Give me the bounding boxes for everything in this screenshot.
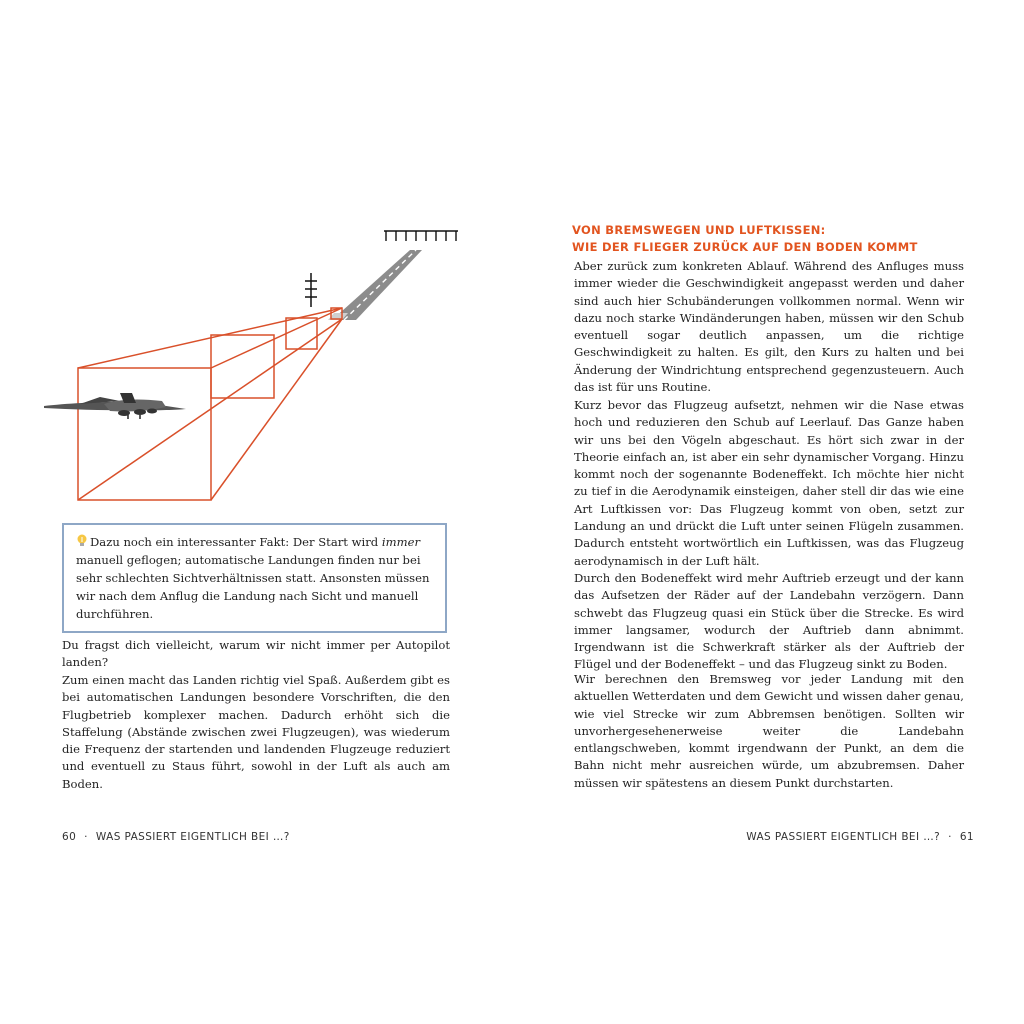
infobox-text-start: Dazu noch ein interessanter Fakt: Der Start wird: [90, 535, 382, 549]
antenna-icon: [305, 273, 317, 307]
section-heading: [572, 222, 992, 256]
lightbulb-icon: [76, 534, 88, 548]
left-footer: [62, 831, 290, 843]
running-title: WAS PASSIERT EIGENTLICH BEI …?: [95, 831, 290, 843]
right-page: [512, 0, 1024, 1024]
page-number: 61: [959, 831, 974, 843]
right-footer: [746, 831, 974, 843]
infobox-text-emphasis: immer: [381, 535, 421, 549]
right-paragraph-1: Aber zurück zum konkreten Ablauf. Während des Anfluges muss immer wieder die Geschwindigkeit angepasst werden und daher sind auch hier Schubänderungen vollkommen normal. Wenn wir dazu noch starke Windänderungen haben, müssen wir den Schub eventuell sogar deutlich anpassen, um die richtige Geschwindigkeit zu halten. Es gilt, den Kurs zu halten und bei Änderung der Windrichtung entsprechend gegenzusteuern. Auch das ist für uns Routine.: [574, 259, 964, 395]
footer-separator: ·: [84, 831, 88, 843]
running-title: WAS PASSIERT EIGENTLICH BEI …?: [746, 831, 941, 843]
left-paragraph-2: Zum einen macht das Landen richtig viel Spaß. Außerdem gibt es bei automatischen Landungen besondere Vorschriften, die den Flugbetrieb komplexer machen. Dadurch erhöht sich die Staffelung (Abstände zwischen zwei Flugzeugen), was wiederum die Frequenz der startenden und landenden Flugzeuge reduziert und eventuell zu Staus führt, sowohl in der Luft als auch am Boden.: [62, 673, 450, 791]
right-paragraph-3: Durch den Bodeneffekt wird mehr Auftrieb erzeugt und der kann das Aufsetzen der Räder auf der Landebahn verzögern. Dann schwebt das Flugzeug quasi ein Stück über die Strecke. Es wird immer langsamer, wodurch der Auftrieb dann abnimmt. Irgendwann ist die Schwerkraft stärker als der Auftrieb der Flügel und der Bodeneffekt – und das Flugzeug sinkt zu Boden.: [574, 571, 964, 672]
heading-line-1: VON BREMSWEGEN UND LUFTKISSEN:: [572, 223, 826, 237]
airplane-icon: [44, 393, 186, 419]
landing-approach-illustration: [40, 215, 480, 515]
approach-lights-icon: [384, 231, 458, 241]
page-number: 60: [62, 831, 77, 843]
right-paragraph-2: Kurz bevor das Flugzeug aufsetzt, nehmen wir die Nase etwas hoch und reduzieren den Schub auf Leerlauf. Das Ganze haben wir uns bei den Vögeln abgeschaut. Es hört sich zwar in der Theorie einfach an, ist aber ein sehr dynamischer Vorgang. Hinzu kommt noch der sogenannte Bodeneffekt. Ich möchte hier nicht zu tief in die Aerodynamik einsteigen, daher stell dir das wie eine Art Luftkissen vor: Das Flugzeug kommt von oben, setzt zur Landung an und drückt die Luft unter seinen Flügeln zusammen. Dadurch entsteht wortwörtlich ein Luftkissen, was das Flugzeug aerodynamisch in der Luft hält.: [574, 398, 964, 568]
heading-line-2: WIE DER FLIEGER ZURÜCK AUF DEN BODEN KOMMT: [572, 240, 918, 254]
right-paragraph-4: Wir berechnen den Bremsweg vor jeder Landung mit den aktuellen Wetterdaten und dem Gewicht und wissen daher genau, wie viel Strecke wir zum Abbremsen benötigen. Sollten wir unvorhergesehenerweise weiter die Landebahn entlangschweben, kommt irgendwann der Punkt, an dem die Bahn nicht mehr ausreichen würde, um abzubremsen. Daher müssen wir spätestens an diesem Punkt durchstarten.: [574, 672, 964, 790]
fact-infobox: [62, 523, 447, 633]
footer-separator: ·: [948, 831, 952, 843]
runway: [332, 250, 422, 320]
infobox-text-end: manuell geflogen; automatische Landungen finden nur bei sehr schlechten Sichtverhältnissen statt. Ansonsten müssen wir nach dem Anflug die Landung nach Sicht und manuell durchführen.: [76, 553, 430, 621]
left-paragraph-1: Du fragst dich vielleicht, warum wir nicht immer per Autopilot landen?: [62, 638, 450, 670]
